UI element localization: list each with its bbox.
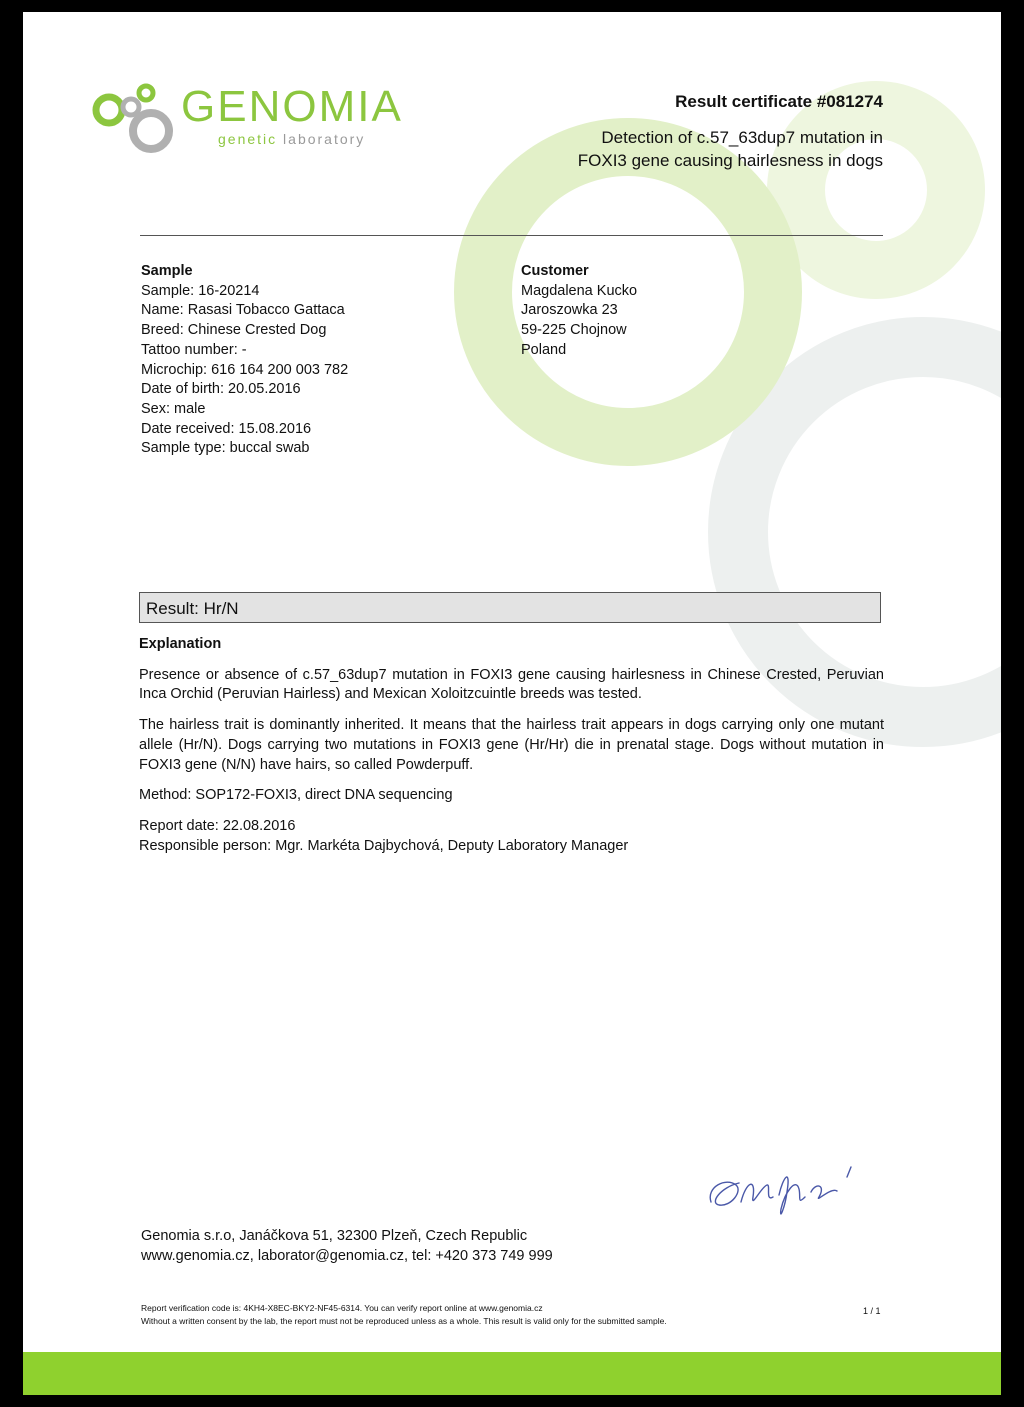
customer-line: Poland	[521, 341, 567, 358]
sample-block	[141, 262, 348, 459]
consent-notice: Without a written consent by the lab, the report must not be reproduced unless as a whole. This result is valid only for the submitted sample.	[141, 1316, 667, 1326]
certificate-page	[23, 12, 1001, 1395]
company-address: Genomia s.r.o, Janáčkova 51, 32300 Plzeň, Czech Republic	[141, 1228, 528, 1244]
customer-line: Jaroszowka 23	[521, 302, 618, 319]
sample-line: Date of birth: 20.05.2016	[141, 381, 301, 398]
customer-block	[521, 262, 637, 361]
explanation-heading: Explanation	[139, 636, 222, 652]
explanation-paragraph-2: The hairless trait is dominantly inherited. It means that the hairless trait appears in dogs carrying only one mutant allele (Hr/N). Dogs carrying two mutations in FOXI3 gene (Hr/Hr) die in prenatal stage. Dogs without mutation in FOXI3 gene (N/N) have hairs, so called Powderpuff.	[139, 717, 884, 773]
explanation-paragraph-1: Presence or absence of c.57_63dup7 mutation in FOXI3 gene causing hairlesness in Chinese Crested, Peruvian Inca Orchid (Peruvian Hairless) and Mexican Xoloitzcuintle breeds was tested.	[139, 666, 884, 703]
logo-circles-icon	[91, 80, 181, 170]
footer-address	[141, 1226, 553, 1266]
customer-line: Magdalena Kucko	[521, 282, 638, 299]
tagline-genetic: genetic	[218, 131, 278, 147]
report-date: Report date: 22.08.2016	[139, 817, 296, 834]
responsible-person: Responsible person: Mgr. Markéta Dajbychová, Deputy Laboratory Manager	[139, 837, 629, 854]
certificate-number: Result certificate #081274	[675, 92, 883, 111]
tagline-laboratory: laboratory	[283, 131, 366, 147]
sample-line: Microchip: 616 164 200 003 782	[141, 361, 349, 378]
test-title-line-1: Detection of c.57_63dup7 mutation in	[601, 128, 883, 147]
result-box: Result: Hr/N	[139, 592, 881, 623]
verification-code: Report verification code is: 4KH4-X8EC-BKY2-NF45-6314. You can verify report online at www.genomia.cz	[141, 1303, 543, 1313]
customer-line: 59-225 Chojnow	[521, 322, 627, 339]
sample-heading: Sample	[141, 263, 193, 279]
page-number: 1 / 1	[863, 1306, 881, 1316]
footer-bar	[23, 1352, 1001, 1395]
fine-print	[141, 1302, 667, 1328]
sample-line: Sex: male	[141, 400, 206, 417]
genomia-logo	[91, 80, 451, 170]
sample-line: Tattoo number: -	[141, 341, 247, 358]
test-title	[463, 126, 883, 172]
sample-line: Name: Rasasi Tobacco Gattaca	[141, 302, 345, 319]
signature-image	[701, 1147, 871, 1227]
method-line: Method: SOP172-FOXI3, direct DNA sequencing	[139, 787, 453, 804]
explanation-section	[139, 635, 884, 856]
certificate-header	[463, 92, 883, 172]
header-divider	[140, 235, 883, 236]
sample-line: Date received: 15.08.2016	[141, 420, 312, 437]
company-contact: www.genomia.cz, laborator@genomia.cz, tel: +420 373 749 999	[141, 1248, 553, 1264]
sample-line: Breed: Chinese Crested Dog	[141, 322, 327, 339]
sample-line: Sample type: buccal swab	[141, 440, 310, 457]
customer-heading: Customer	[521, 263, 589, 279]
sample-line: Sample: 16-20214	[141, 282, 260, 299]
logo-wordmark: GENOMIA	[181, 82, 403, 131]
logo-tagline	[218, 131, 365, 147]
test-title-line-2: FOXI3 gene causing hairlesness in dogs	[577, 151, 883, 170]
